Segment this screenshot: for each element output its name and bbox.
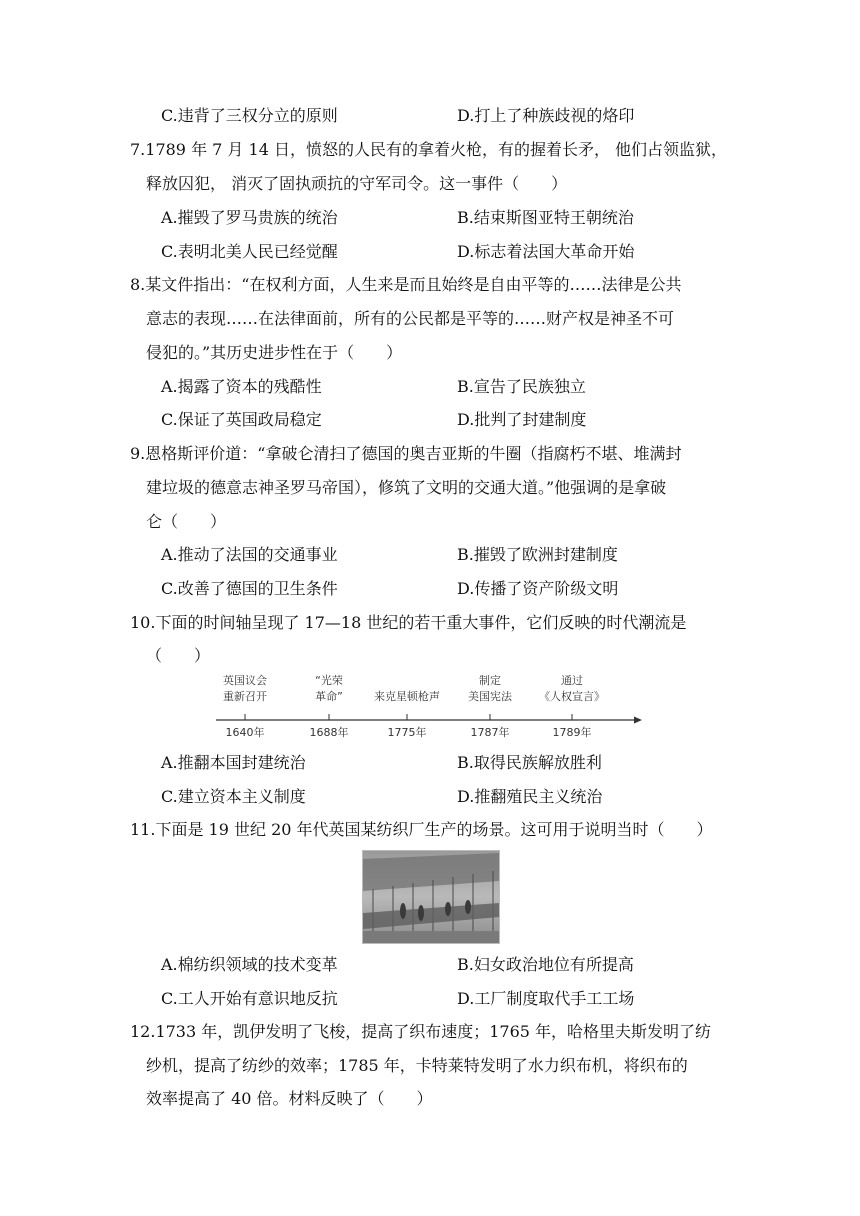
q9-stem-line2: 建垃圾的德意志神圣罗马帝国），修筑了文明的交通大道。”他强调的是拿破 [146,478,667,497]
q10-option-b: B.取得民族解放胜利 [457,753,602,772]
timeline-event-top: 英国议会 [223,674,267,687]
textile-factory-photo [362,850,500,944]
q8-stem-line3: 侵犯的。”其历史进步性在于（ ） [146,343,403,362]
timeline-event-bottom: 革命” [315,690,343,703]
q12-stem-line2: 纱机，提高了纺纱的效率；1785 年，卡特莱特发明了水力织布机，将织布的 [146,1056,688,1075]
timeline-year: 1789年 [552,726,592,739]
q8-stem-line2: 意志的表现……在法律面前，所有的公民都是平等的……财产权是神圣不可 [146,309,675,328]
timeline-year: 1787年 [470,726,510,739]
timeline-year: 1688年 [309,726,349,739]
q11-option-a: A.棉纺织领域的技术变革 [161,955,338,974]
timeline-year: 1640年 [225,726,265,739]
q9-stem-line3: 仑（ ） [146,512,227,531]
q12-stem-line3: 效率提高了 40 倍。材料反映了（ ） [146,1089,433,1108]
timeline-event-top: “光荣 [315,674,343,687]
timeline-event-bottom: 《人权宣言》 [539,690,605,703]
q9-stem-line1: 9.恩格斯评价道：“拿破仑清扫了德国的奥吉亚斯的牛圈（指腐朽不堪、堆满封 [130,444,682,463]
q7-option-b: B.结束斯图亚特王朝统治 [457,208,634,227]
q7-option-d: D.标志着法国大革命开始 [457,242,635,261]
timeline-arrow [634,717,642,724]
timeline-event-top: 通过 [561,674,583,687]
q10-option-c: C.建立资本主义制度 [161,787,306,806]
q10-option-a: A.推翻本国封建统治 [161,753,306,772]
timeline-year: 1775年 [387,726,427,739]
q7-option-c: C.表明北美人民已经觉醒 [161,242,338,261]
q12-stem-line1: 12.1733 年，凯伊发明了飞梭，提高了织布速度；1765 年，哈格里夫斯发明了纺 [130,1022,712,1041]
q11-option-c: C.工人开始有意识地反抗 [161,989,338,1008]
timeline-event-top: 制定 [479,674,501,687]
q8-option-a: A.揭露了资本的残酷性 [161,377,322,396]
q11-option-d: D.工厂制度取代手工工场 [457,989,635,1008]
q9-option-c: C.改善了德国的卫生条件 [161,579,338,598]
q8-option-b: B.宣告了民族独立 [457,377,586,396]
timeline-event-bottom: 美国宪法 [468,690,512,703]
q10-option-d: D.推翻殖民主义统治 [457,787,603,806]
q6-option-c: C.违背了三权分立的原则 [161,106,338,125]
timeline-figure [210,670,650,742]
q9-option-a: A.推动了法国的交通事业 [161,545,338,564]
q8-option-c: C.保证了英国政局稳定 [161,410,322,429]
q9-option-b: B.摧毁了欧洲封建制度 [457,545,618,564]
q10-stem-line2: （ ） [146,646,211,665]
q6-option-d: D.打上了种族歧视的烙印 [457,106,635,125]
q10-stem-line1: 10.下面的时间轴呈现了 17—18 世纪的若干重大事件，它们反映的时代潮流是 [130,613,687,632]
q8-stem-line1: 8.某文件指出：“在权利方面，人生来是而且始终是自由平等的……法律是公共 [130,275,682,294]
q7-option-a: A.摧毁了罗马贵族的统治 [161,208,338,227]
q7-stem-line1: 7.1789 年 7 月 14 日，愤怒的人民有的拿着火枪，有的握着长矛， 他们占领监狱， [130,140,728,159]
q11-option-b: B.妇女政治地位有所提高 [457,955,634,974]
timeline-event-bottom: 来克星顿枪声 [374,690,440,703]
q11-stem-line1: 11.下面是 19 世纪 20 年代英国某纺织厂生产的场景。这可用于说明当时（ ） [130,820,713,839]
q8-option-d: D.批判了封建制度 [457,410,587,429]
q9-option-d: D.传播了资产阶级文明 [457,579,619,598]
timeline-event-bottom: 重新召开 [223,690,267,703]
q7-stem-line2: 释放囚犯， 消灭了固执顽抗的守军司令。这一事件（ ） [146,174,568,193]
